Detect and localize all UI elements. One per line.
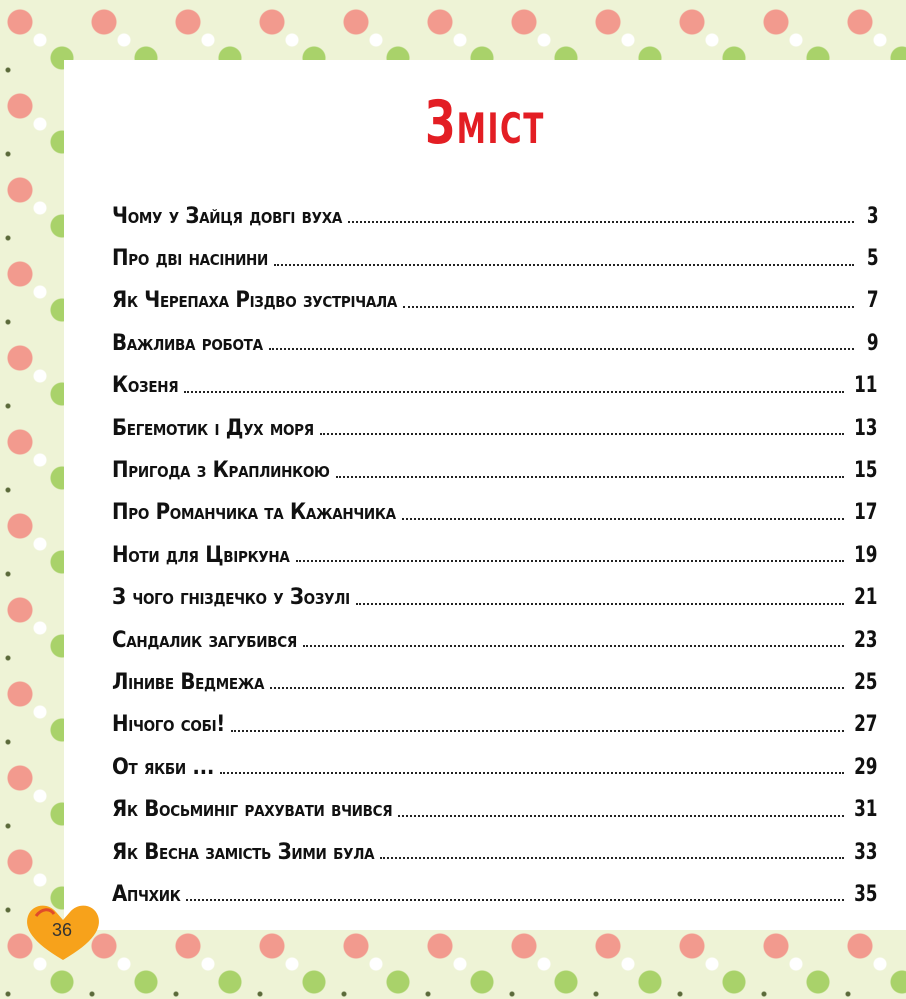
dot-leader [186,899,844,901]
toc-entry-page: 21 [854,585,878,611]
toc-row[interactable] [112,195,880,237]
dot-leader [348,221,854,223]
toc-row[interactable] [112,280,880,322]
toc-entry-page: 5 [866,246,879,272]
dot-leader [269,348,854,350]
dot-leader [320,433,845,435]
dot-leader [398,815,844,817]
toc-row[interactable] [112,577,880,619]
toc-entry-title: Ліниве Ведмежа [112,669,265,695]
toc-entry-title: Апчхик [112,881,181,907]
toc-entry-page: 19 [854,542,878,568]
toc-entry-title: Нічого собі! [112,712,226,738]
dot-leader [356,603,845,605]
toc-row[interactable] [112,788,880,830]
page-number: 36 [51,920,73,940]
toc-row[interactable] [112,237,880,279]
toc-row[interactable] [112,492,880,534]
toc-entry-page: 27 [854,712,878,738]
toc-row[interactable] [112,365,880,407]
dot-leader [220,772,844,774]
dot-leader [303,645,845,647]
toc-entry-title: Як Весна замість Зими була [112,839,375,865]
toc-entry-page: 33 [854,839,878,865]
toc-entry-title: От якби ... [112,754,215,780]
toc-row[interactable] [112,873,880,915]
toc-row[interactable] [112,322,880,364]
dot-leader [403,306,854,308]
toc-entry-page: 17 [854,500,878,526]
toc-row[interactable] [112,449,880,491]
toc-row[interactable] [112,534,880,576]
dot-leader [231,730,844,732]
toc-entry-title: Чому у Зайця довгі вуха [112,203,343,229]
toc-entry-title: Як Черепаха Різдво зустрічала [112,288,398,314]
table-of-contents [112,195,880,916]
toc-entry-page: 25 [854,669,878,695]
dot-leader [336,476,845,478]
toc-entry-page: 7 [866,288,879,314]
toc-entry-title: Ноти для Цвіркуна [112,542,290,568]
toc-entry-page: 29 [854,754,878,780]
toc-entry-title: Козеня [112,373,179,399]
toc-entry-title: Важлива робота [112,330,263,356]
toc-entry-page: 9 [866,330,879,356]
toc-entry-page: 15 [854,458,878,484]
toc-entry-page: 23 [854,627,878,653]
toc-row[interactable] [112,746,880,788]
toc-entry-page: 11 [854,373,878,399]
toc-entry-page: 31 [854,797,878,823]
toc-row[interactable] [112,407,880,449]
toc-entry-page: 35 [854,881,878,907]
toc-entry-page: 13 [854,415,878,441]
toc-entry-title: Пригода з Краплинкою [112,458,330,484]
toc-entry-title: Бегемотик і Дух моря [112,415,314,441]
toc-entry-page: 3 [866,203,879,229]
toc-row[interactable] [112,704,880,746]
toc-row[interactable] [112,661,880,703]
dot-leader [274,264,854,266]
dot-leader [380,857,844,859]
toc-entry-title: Як Восьминіг рахувати вчився [112,797,393,823]
toc-entry-title: Про дві насінини [112,246,269,272]
dot-leader [296,560,845,562]
dot-leader [402,518,845,520]
dot-leader [270,687,844,689]
page-card [64,60,906,930]
dot-leader [184,391,844,393]
toc-entry-title: З чого гніздечко у Зозулі [112,585,350,611]
toc-entry-title: Про Романчика та Кажанчика [112,500,396,526]
page-title: Зміст [425,88,545,158]
toc-row[interactable] [112,619,880,661]
toc-entry-title: Сандалик загубився [112,627,297,653]
toc-row[interactable] [112,831,880,873]
